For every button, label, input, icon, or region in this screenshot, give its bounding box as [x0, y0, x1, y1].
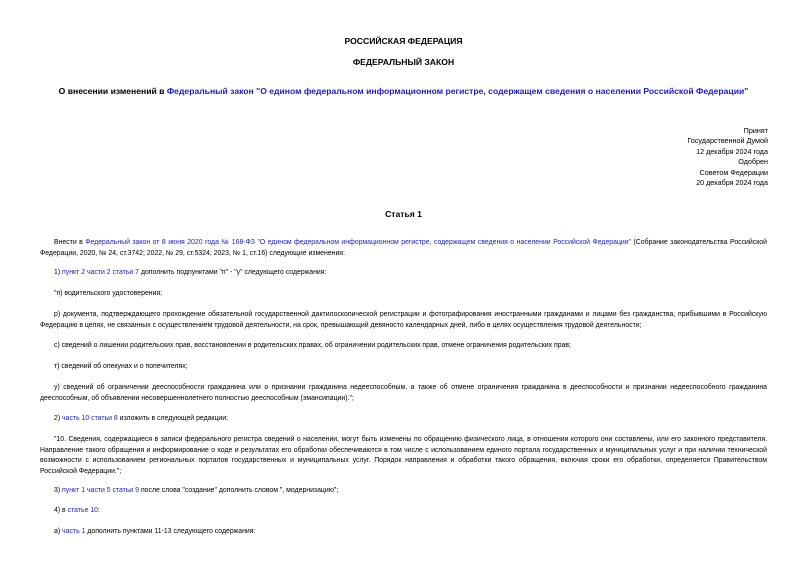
item-1-link[interactable]: пункт 2 части 2 статьи 7 [62, 269, 140, 276]
law-title [40, 86, 767, 96]
p0-post: (Собрание законодательства Российской Федерации, 2020, № 24, ст.3742; 2022, № 29, ст.5324; 2023, № 1, ст.16) следующие изменения: [40, 239, 767, 257]
item-2-num: 2) [54, 415, 63, 422]
paragraph-intro [40, 238, 767, 259]
law-title-prefix: О внесении изменений в [58, 86, 167, 96]
country-heading: РОССИЙСКАЯ ФЕДЕРАЦИЯ [344, 36, 463, 46]
subitem-t: т) сведений об опекунах и о попечителях; [54, 363, 188, 370]
adoption-block [687, 126, 768, 188]
accepted-label: Принят [743, 126, 768, 135]
subitem-s: с) сведений о лишении родительских прав, восстановлении в родительских правах, об ограничении родительских прав, отмене ограничения родительских прав; [54, 342, 571, 349]
part-10-text: "10. Сведения, содержащиеся в записи федерального регистра сведений о населении, могут быть изменены по обращению физического лица, в отношении которого они составлены, или его законного представителя. Направление такого обращения и информирование о ходе и результатах его обработки обеспечиваются в том числе с использованием единого портала государственных и муниципальных услуг и при наличии технической возможности с использованием региональных порталов государственных и муниципальных услуг. Порядок направления и обработки такого обращения, включая сроки его обработки, определяется Правительством Российской Федерации."; [40, 436, 767, 475]
p0-pre: Внести в [54, 239, 86, 246]
item-4-link[interactable]: статье 10 [67, 507, 98, 514]
subitem-u: у) сведений об ограничении дееспособности гражданина или о признании гражданина недееспособным, а также об отмене ограничения гражданина в дееспособности и признании недееспособного гражданина дееспособным, об объявлении несовершеннолетнего полностью дееспособным (эмансипации)."; [40, 384, 767, 402]
item-3-post: после слова "создание" дополнить словом ", модернизацию"; [139, 487, 339, 494]
subitem-a-link[interactable]: часть 1 [62, 528, 86, 535]
approved-label: Одобрен [738, 157, 768, 167]
item-2-post: изложить в следующей редакции: [117, 415, 229, 422]
article-heading: Статья 1 [385, 209, 422, 219]
doc-type-heading: ФЕДЕРАЛЬНЫЙ ЗАКОН [352, 57, 455, 67]
subitem-a-num: а) [54, 528, 63, 535]
item-1 [40, 268, 767, 279]
subitem-p: "п) водительского удостоверения; [54, 290, 163, 297]
accepted-by: Государственной Думой [687, 136, 768, 146]
law-168fz-link[interactable]: Федеральный закон от 8 июня 2020 года № 168-ФЗ "О едином федеральном информационном регистре, содержащем сведения о населении Российской Федерации" [85, 239, 632, 246]
item-3-link[interactable]: пункт 1 части 5 статьи 9 [62, 487, 140, 494]
item-2-link[interactable]: часть 10 статьи 8 [62, 415, 118, 422]
subitem-a-post: дополнить пунктами 11-13 следующего содержания: [85, 528, 256, 535]
accepted-date: 12 декабря 2024 года [696, 146, 768, 156]
item-4-num: 4) в [54, 507, 68, 514]
law-title-link[interactable]: Федеральный закон "О едином федеральном информационном регистре, содержащем сведения о населении Российской Федерации" [166, 86, 749, 96]
item-4 [40, 506, 767, 517]
item-1-num: 1) [54, 269, 63, 276]
item-3-num: 3) [54, 487, 63, 494]
approved-date: 20 декабря 2024 года [696, 178, 768, 188]
approved-by: Советом Федерации [699, 167, 768, 177]
item-4-post: : [98, 507, 100, 514]
item-1-post: дополнить подпунктами "п" - "у" следующего содержания: [139, 269, 327, 276]
item-3 [40, 486, 767, 497]
subitem-a [40, 527, 767, 538]
item-2 [40, 414, 767, 425]
subitem-r: р) документа, подтверждающего прохождение обязательной государственной дактилоскопической регистрации и фотографирования иностранными гражданами и лицами без гражданства, прибывшими в Российскую Федерацию в целях, не связанных с осуществлением трудовой деятельности, на срок, превышающий девяносто календарных дней, либо в целях осуществления трудовой деятельности; [40, 311, 767, 329]
